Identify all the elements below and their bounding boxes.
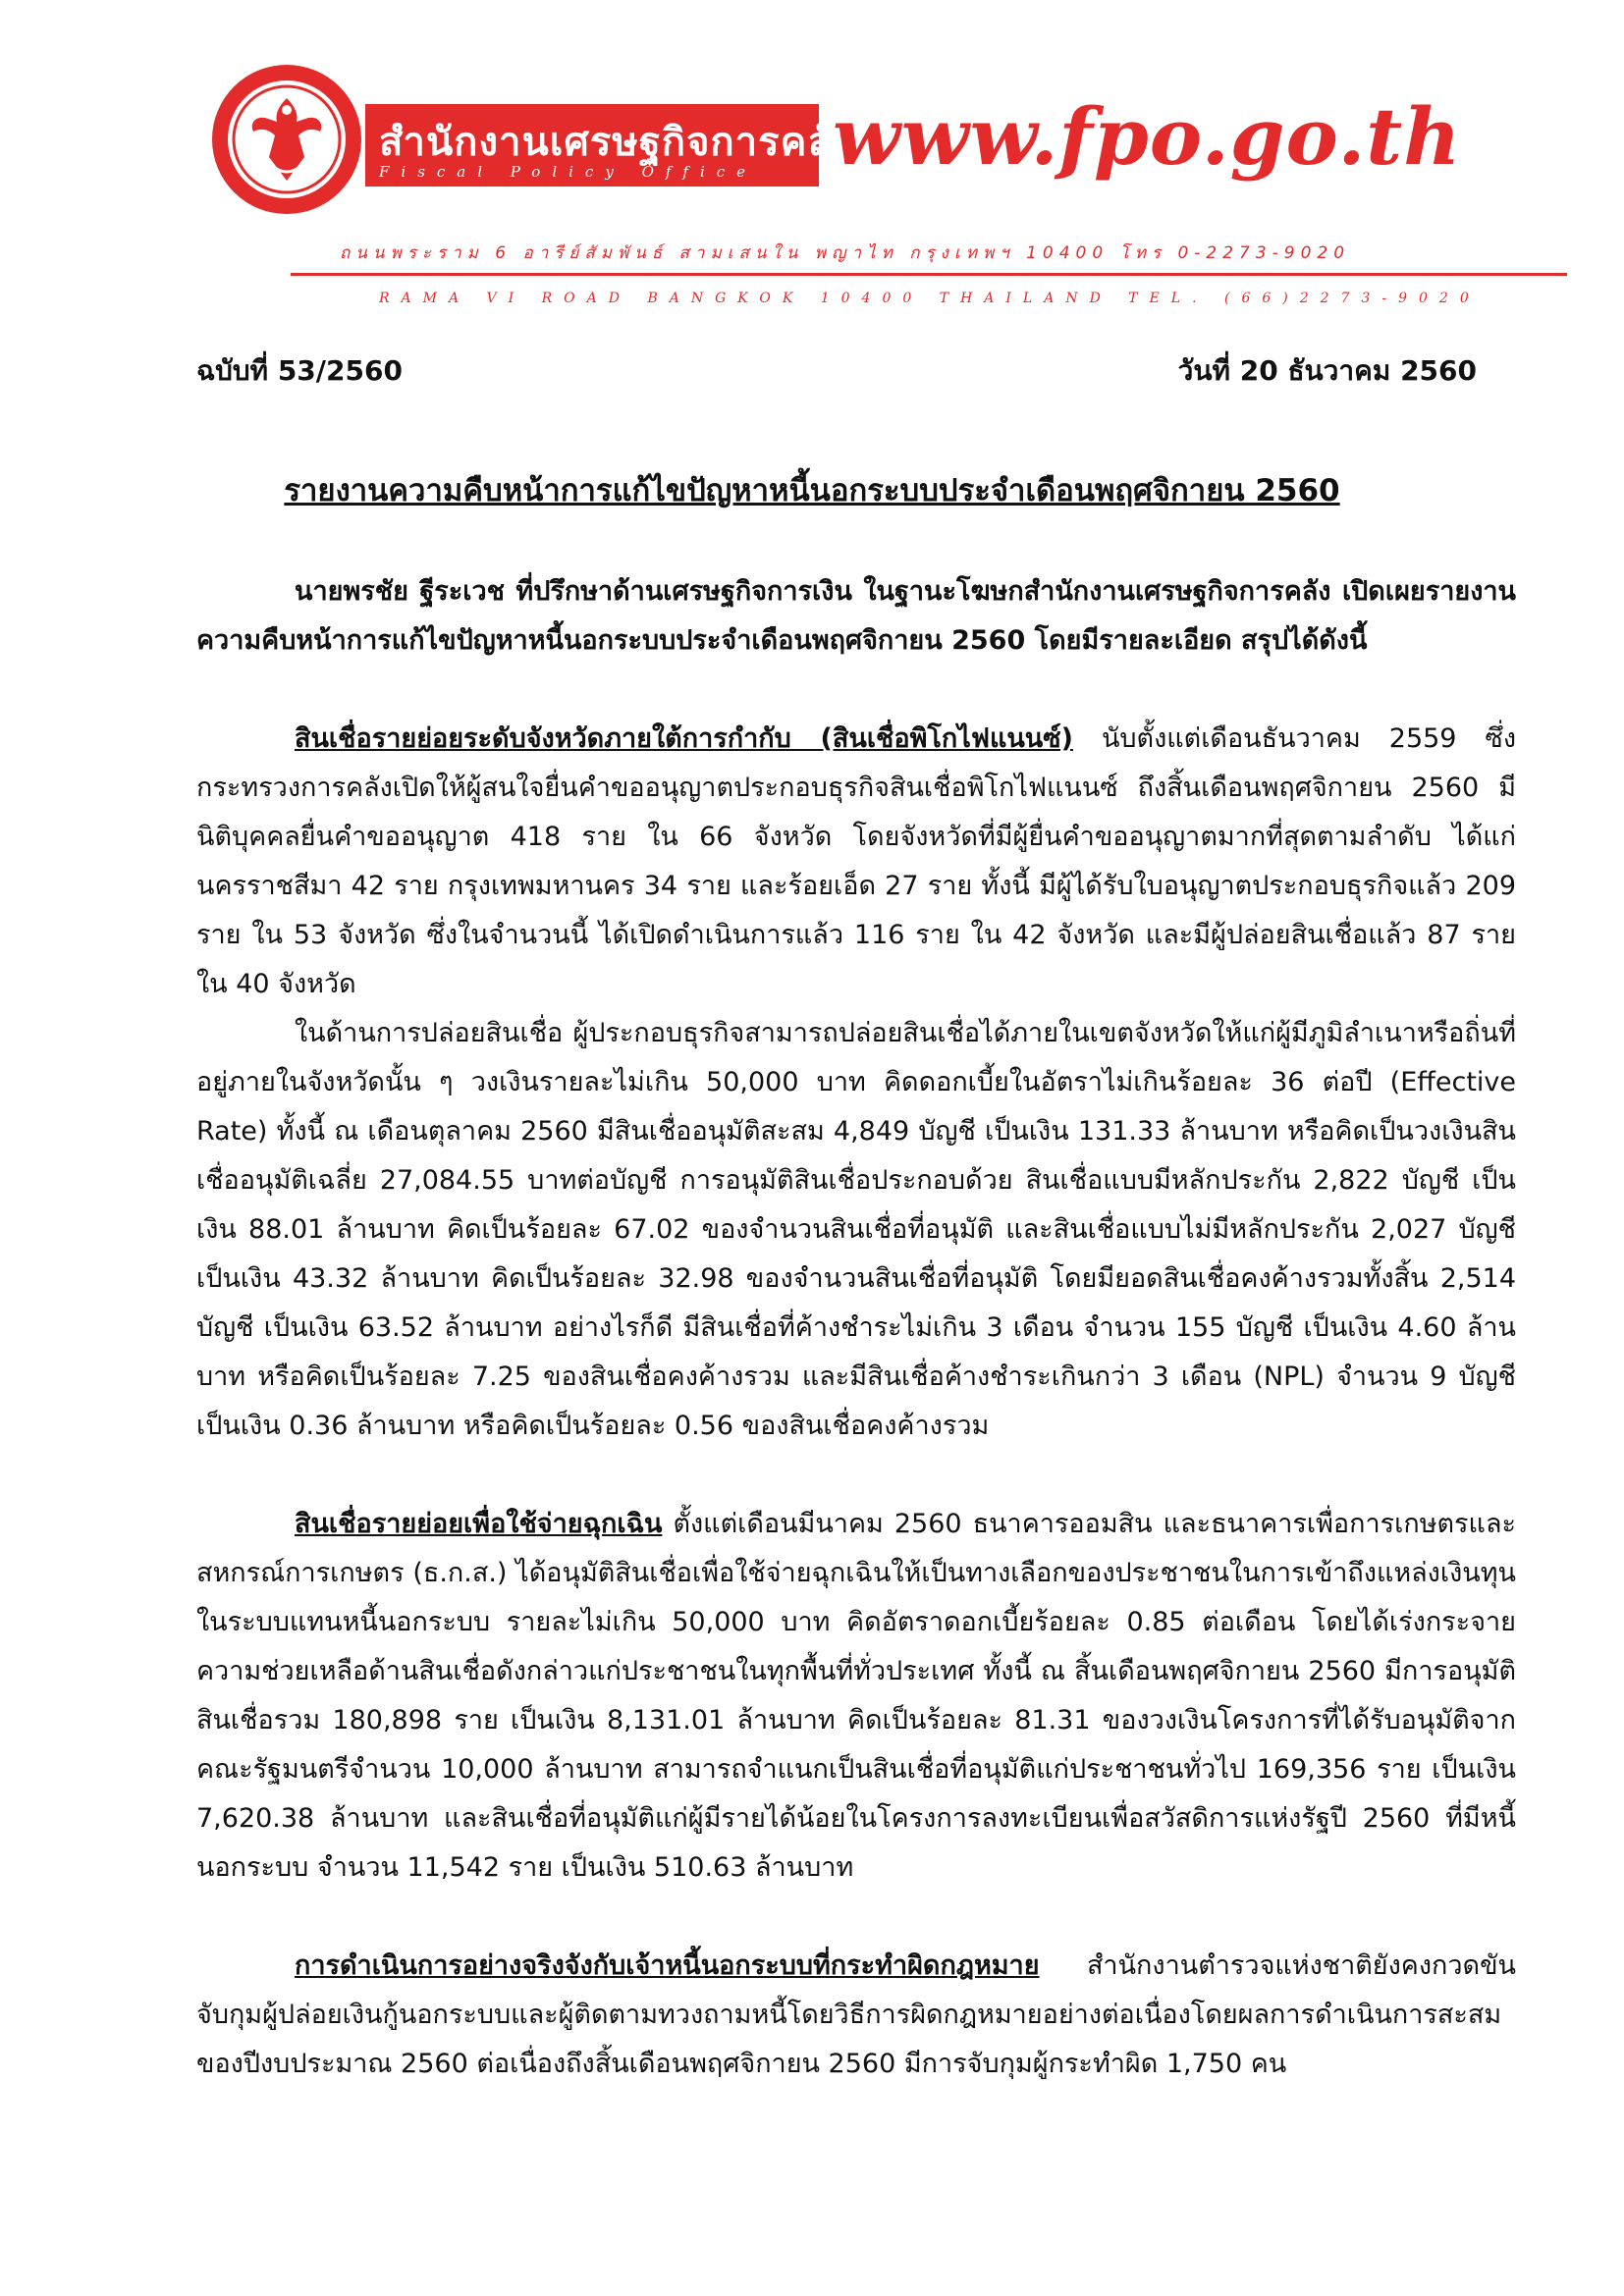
section-heading: การดำเนินการอย่างจริงจังกับเจ้าหนี้นอกระบบที่กระทำผิดกฎหมาย [295, 1950, 1040, 1981]
office-name-en: Fiscal Policy Office [379, 163, 758, 181]
intro-paragraph: นายพรชัย ฐีระเวช ที่ปรึกษาด้านเศรษฐกิจการเงิน ในฐานะโฆษกสำนักงานเศรษฐกิจการคลัง เปิดเผยรายงานความคืบหน้าการแก้ไขปัญหาหนี้นอกระบบประจำเดือนพฤศจิกายน 2560 โดยมีรายละเอียด สรุปได้ดังนี้ [196, 576, 1516, 656]
section-text: สำนักงานตำรวจแห่งชาติยังคงกวดขันจับกุมผู้ปล่อยเงินกู้นอกระบบและผู้ติดตามทวงถามหนี้โดยวิธีการผิดกฎหมายอย่างต่อเนื่องโดยผลการดำเนินการสะสมของปีงบประมาณ 2560 ต่อเนื่องถึงสิ้นเดือนพฤศจิกายน 2560 มีการจับกุมผู้กระทำผิด 1,750 คน [196, 1950, 1516, 2079]
section-text: ตั้งแต่เดือนมีนาคม 2560 ธนาคารออมสิน และธนาคารเพื่อการเกษตรและสหกรณ์การเกษตร (ธ.ก.ส.) ได้อนุมัติสินเชื่อเพื่อใช้จ่ายฉุกเฉินให้เป็นทางเลือกของประชาชนในการเข้าถึงแหล่งเงินทุนในระบบแทนหนี้นอกระบบ รายละไม่เกิน 50,000 บาท คิดอัตราดอกเบี้ยร้อยละ 0.85 ต่อเดือน โดยได้เร่งกระจายความช่วยเหลือด้านสินเชื่อดังกล่าวแก่ประชาชนในทุกพื้นที่ทั่วประเทศ ทั้งนี้ ณ สิ้นเดือนพฤศจิกายน 2560 มีการอนุมัติสินเชื่อรวม 180,898 ราย เป็นเงิน 8,131.01 ล้านบาท คิดเป็นร้อยละ 81.31 ของวงเงินโครงการที่ได้รับอนุมัติจากคณะรัฐมนตรีจำนวน 10,000 ล้านบาท สามารถจำแนกเป็นสินเชื่อที่อนุมัติแก่ประชาชนทั่วไป 169,356 ราย เป็นเงิน 7,620.38 ล้านบาท และสินเชื่อที่อนุมัติแก่ผู้มีรายได้น้อยในโครงการลงทะเบียนเพื่อสวัสดิการแห่งรัฐปี 2560 ที่มีหนี้นอกระบบ จำนวน 11,542 ราย เป็นเงิน 510.63 ล้านบาท [196, 1509, 1516, 1883]
office-name-th: สำนักงานเศรษฐกิจการคลัง [379, 120, 853, 165]
section-paragraph [196, 1942, 1516, 2089]
section-text: นับตั้งแต่เดือนธันวาคม 2559 ซึ่งกระทรวงการคลังเปิดให้ผู้สนใจยื่นคำขออนุญาตประกอบธุรกิจสินเชื่อพิโกไฟแนนซ์ ถึงสิ้นเดือนพฤศจิกายน 2560 มีนิติบุคคลยื่นคำขออนุญาต 418 ราย ใน 66 จังหวัด โดยจังหวัดที่มีผู้ยื่นคำขออนุญาตมากที่สุดตามลำดับ ได้แก่ นครราชสีมา 42 ราย กรุงเทพมหานคร 34 ราย และร้อยเอ็ด 27 ราย ทั้งนี้ มีผู้ได้รับใบอนุญาตประกอบธุรกิจแล้ว 209 ราย ใน 53 จังหวัด ซึ่งในจำนวนนี้ ได้เปิดดำเนินการแล้ว 116 ราย ใน 42 จังหวัด และมีผู้ปล่อยสินเชื่อแล้ว 87 ราย ใน 40 จังหวัด [196, 723, 1516, 999]
issue-number: ฉบับที่ 53/2560 [196, 354, 403, 387]
document-body [196, 567, 1516, 2138]
section-paragraph [196, 715, 1516, 1009]
ministry-seal-logo [210, 63, 363, 216]
issue-date: วันที่ 20 ธันวาคม 2560 [1177, 354, 1477, 387]
letterhead-divider [291, 273, 1567, 276]
website-link[interactable]: www.fpo.go.th [833, 90, 1462, 183]
section-heading: สินเชื่อรายย่อยระดับจังหวัดภายใต้การกำกับ (สินเชื่อพิโกไฟแนนซ์) [295, 723, 1073, 754]
section-heading: สินเชื่อรายย่อยเพื่อใช้จ่ายฉุกเฉิน [295, 1509, 663, 1539]
address-english: RAMA VI ROAD BANGKOK 10400 THAILAND TEL. (66)2273-9020 [379, 291, 1481, 306]
section-continuation: ในด้านการปล่อยสินเชื่อ ผู้ประกอบธุรกิจสามารถปล่อยสินเชื่อได้ภายในเขตจังหวัดให้แก่ผู้มีภูมิลำเนาหรือถิ่นที่อยู่ภายในจังหวัดนั้น ๆ วงเงินรายละไม่เกิน 50,000 บาท คิดดอกเบี้ยในอัตราไม่เกินร้อยละ 36 ต่อปี (Effective Rate) ทั้งนี้ ณ เดือนตุลาคม 2560 มีสินเชื่ออนุมัติสะสม 4,849 บัญชี เป็นเงิน 131.33 ล้านบาท หรือคิดเป็นวงเงินสินเชื่ออนุมัติเฉลี่ย 27,084.55 บาทต่อบัญชี การอนุมัติสินเชื่อประกอบด้วย สินเชื่อแบบมีหลักประกัน 2,822 บัญชี เป็นเงิน 88.01 ล้านบาท คิดเป็นร้อยละ 67.02 ของจำนวนสินเชื่อที่อนุมัติ และสินเชื่อแบบไม่มีหลักประกัน 2,027 บัญชี เป็นเงิน 43.32 ล้านบาท คิดเป็นร้อยละ 32.98 ของจำนวนสินเชื่อที่อนุมัติ โดยมียอดสินเชื่อคงค้างรวมทั้งสิ้น 2,514 บัญชี เป็นเงิน 63.52 ล้านบาท อย่างไรก็ดี มีสินเชื่อที่ค้างชำระไม่เกิน 3 เดือน จำนวน 155 บัญชี เป็นเงิน 4.60 ล้านบาท หรือคิดเป็นร้อยละ 7.25 ของสินเชื่อคงค้างรวม และมีสินเชื่อค้างชำระเกินกว่า 3 เดือน (NPL) จำนวน 9 บัญชี เป็นเงิน 0.36 ล้านบาท หรือคิดเป็นร้อยละ 0.56 ของสินเชื่อคงค้างรวม [196, 1018, 1516, 1441]
address-thai: ถนนพระราม 6 อารีย์สัมพันธ์ สามเสนใน พญาไท กรุงเทพฯ 10400 โทร 0-2273-9020 [340, 243, 1351, 263]
section-paragraph [196, 1500, 1516, 1893]
document-title: รายงานความคืบหน้าการแก้ไขปัญหาหนี้นอกระบบประจำเดือนพฤศจิกายน 2560 [284, 473, 1340, 508]
